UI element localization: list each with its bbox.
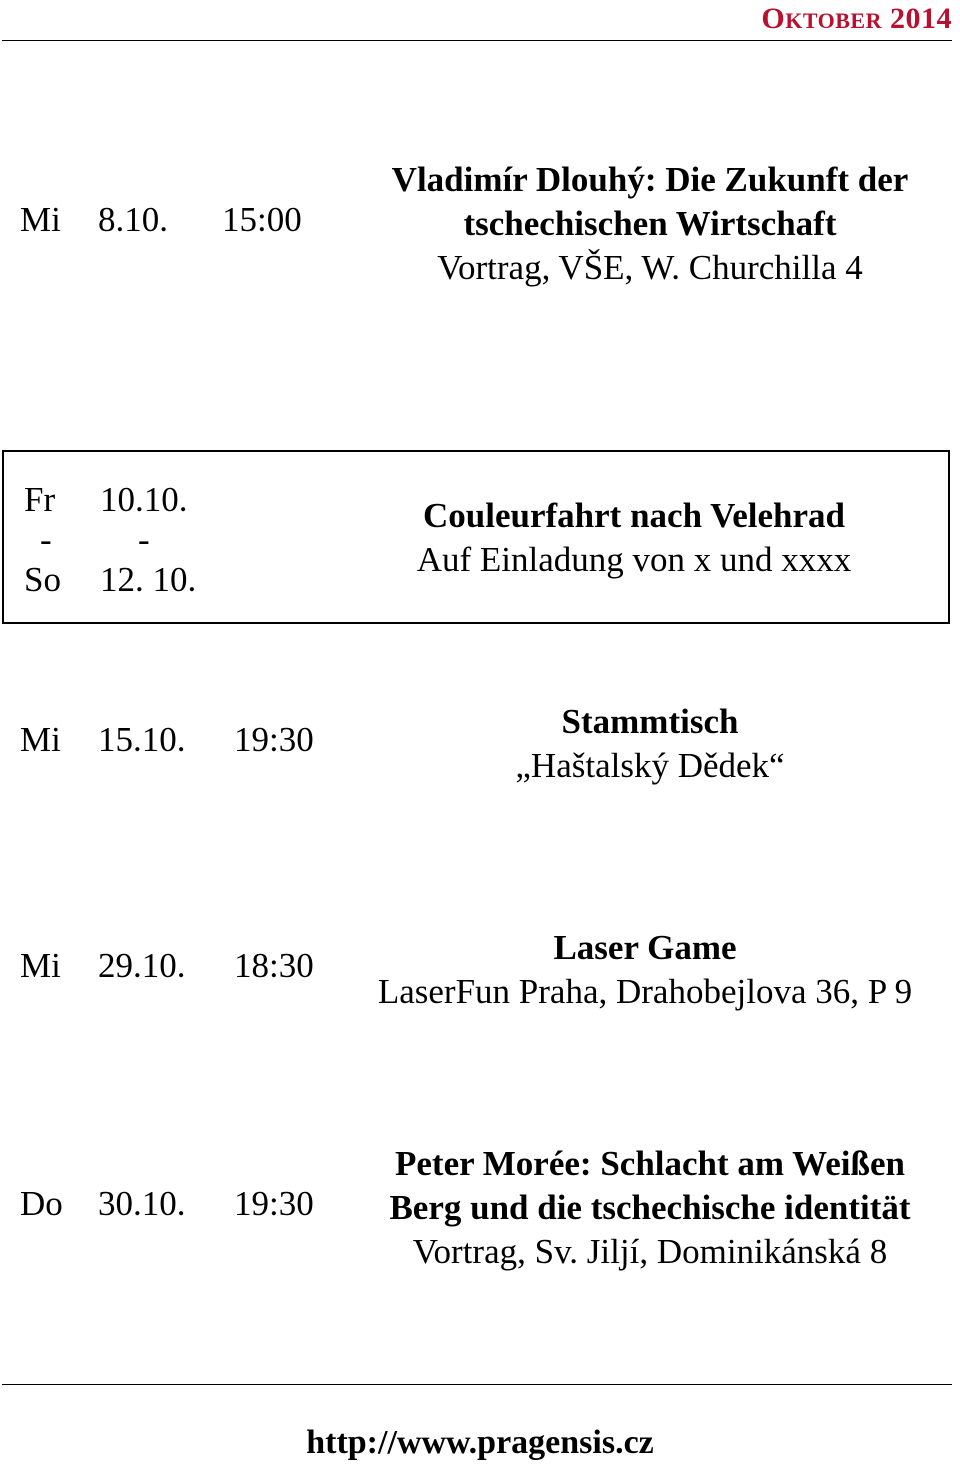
event-detail: „Haštalský Dědek“ [515, 746, 785, 785]
event-title: Vladimír Dlouhý: Die Zukunft der [391, 160, 909, 199]
page-title [761, 2, 952, 36]
event-datetime [20, 720, 314, 760]
event-entry [0, 1142, 960, 1282]
event-date: 30.10. [98, 1184, 186, 1223]
event-day: Mi [20, 200, 61, 239]
event-day: Do [20, 1184, 63, 1223]
event-time: 18:30 [234, 946, 314, 985]
event-detail: LaserFun Praha, Drahobejlova 36, P 9 [377, 972, 913, 1011]
event-day: Mi [20, 946, 61, 985]
event-description [330, 926, 960, 1014]
title-smallcaps: KTOBER [785, 8, 882, 33]
event-detail: Vortrag, VŠE, W. Churchilla 4 [437, 248, 863, 287]
event-date-end: 12. 10. [100, 560, 197, 599]
range-dash: - [138, 520, 150, 559]
event-title-cont: Berg und die tschechische identität [389, 1188, 911, 1227]
event-title: Couleurfahrt nach Velehrad [423, 496, 845, 535]
footer-url: http://www.pragensis.cz [306, 1424, 654, 1461]
event-detail: Auf Einladung von x und xxxx [416, 540, 852, 579]
event-title: Peter Morée: Schlacht am Weißen [395, 1144, 905, 1183]
event-date: 15.10. [98, 720, 186, 759]
event-time: 19:30 [234, 1184, 314, 1223]
event-date: 29.10. [98, 946, 186, 985]
event-description [340, 158, 960, 290]
title-year: 2014 [882, 2, 952, 35]
event-datetime [24, 480, 196, 600]
event-day: Mi [20, 720, 61, 759]
event-entry [0, 926, 960, 1026]
event-datetime [20, 946, 314, 986]
event-day-end: So [24, 560, 61, 599]
event-time: 19:30 [234, 720, 314, 759]
event-title-cont: tschechischen Wirtschaft [463, 204, 837, 243]
event-datetime [20, 1184, 314, 1224]
event-title: Laser Game [553, 928, 737, 967]
event-description [340, 700, 960, 788]
event-entry [0, 700, 960, 800]
event-day-start: Fr [24, 480, 56, 519]
bottom-divider [2, 1384, 952, 1385]
title-initial: O [761, 2, 786, 35]
event-entry-highlighted [2, 450, 950, 624]
event-entry [0, 158, 960, 298]
event-time: 15:00 [222, 200, 302, 239]
event-description [340, 1142, 960, 1274]
event-detail: Vortrag, Sv. Jiljí, Dominikánská 8 [412, 1232, 888, 1271]
range-dash: - [40, 520, 52, 559]
event-description [334, 494, 934, 582]
event-datetime [20, 200, 302, 240]
event-title: Stammtisch [561, 702, 739, 741]
event-date-start: 10.10. [100, 480, 188, 519]
top-divider [2, 40, 952, 41]
event-date: 8.10. [98, 200, 168, 239]
